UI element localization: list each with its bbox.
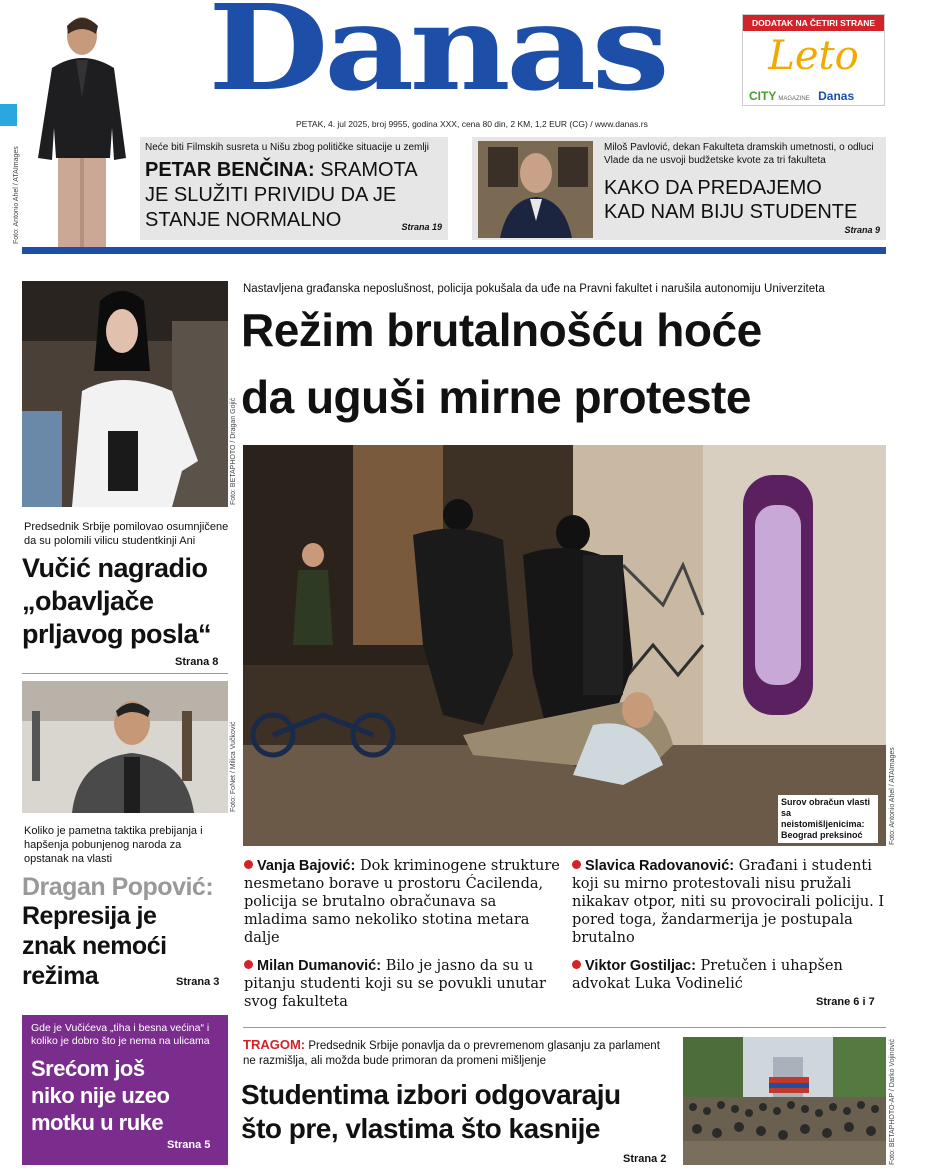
- bottom-label: TRAGOM:: [243, 1037, 306, 1052]
- bullet-icon: [244, 860, 253, 869]
- bullet-icon: [572, 960, 581, 969]
- side2-kicker: Koliko je pametna taktika prebijanja i hapšenja pobunjenog naroda za opstanak na vlasti: [24, 825, 203, 865]
- lead-photo-caption: Surov obračun vlasti sa neistomišljenicima: Beograd preksinoć: [778, 795, 878, 843]
- divider: [22, 673, 228, 674]
- teaser-right-headline-2: KAD NAM BIJU STUDENTE: [604, 201, 858, 223]
- teaser-right-photo: [478, 141, 593, 238]
- side2-photo-credit: Foto: FoNet / Milica Vučković: [230, 721, 237, 812]
- divider: [243, 1027, 886, 1028]
- lead-quote-4-text: Pretučen i uhapšen advokat Luka Vodinelić: [572, 958, 843, 992]
- bottom-kicker-block: [243, 1037, 673, 1069]
- side3-headline-2: niko nije uzeo: [31, 1083, 170, 1108]
- teaser-right[interactable]: [472, 137, 886, 240]
- side2-headline-1: Represija je: [22, 902, 157, 930]
- teaser-right-headline-1: KAKO DA PREDAJEMO: [604, 177, 822, 199]
- side1-headline-2: „obavljače: [22, 586, 154, 616]
- lead-quote-3-text: Građani i studenti koji su mirno protestovali nisu pružali nikakav otpor, niti su provocirali policiju. I pored toga, žandarmerija je postupala brutalno: [572, 858, 885, 946]
- teaser-left-kicker: Neće biti Filmskih susreta u Nišu zbog političke situacije u zemlji: [145, 142, 429, 153]
- lead-photo-credit: Foto: Antonio Ahel / ATAImages: [889, 747, 896, 845]
- bottom-headline-2[interactable]: što pre, vlastima što kasnije: [241, 1113, 600, 1144]
- dateline: PETAK, 4. jul 2025, broj 9955, godina XXX, cena 80 din, 2 KM, 1,2 EUR (CG) / www.danas.rs: [296, 119, 648, 129]
- supplement-title: Leto: [768, 33, 859, 79]
- lead-quote-2-text: Bilo je jasno da su u pitanju studenti koji su se povukli unutar svog fakulteta: [244, 958, 546, 1010]
- bottom-photo-credit: Foto: BETAPHOTO-AP / Darko Vojinović: [889, 1038, 896, 1165]
- bottom-page: Strana 2: [623, 1153, 667, 1165]
- side3-headline-1: Srećom još: [31, 1056, 145, 1081]
- lead-quote-3-name: Slavica Radovanović:: [585, 858, 735, 874]
- lead-quote-4-name: Viktor Gostiljac:: [585, 958, 696, 974]
- lead-photo[interactable]: [243, 445, 886, 846]
- bullet-icon: [572, 860, 581, 869]
- side3-kicker: Gde je Vučićeva „tiha i besna većina“ i koliko je dobro što je nema na ulicama: [31, 1022, 210, 1047]
- teaser-left[interactable]: [140, 137, 448, 240]
- side2-photo[interactable]: [22, 681, 228, 813]
- teaser-left-headline-1: SRAMOTA: [320, 159, 418, 181]
- teaser-left-page: Strana 19: [401, 222, 442, 232]
- bottom-photo[interactable]: [683, 1037, 886, 1165]
- bottom-kicker: Predsednik Srbije ponavlja da o prevremenom glasanju za parlament ne razmišlja, ali možda bude primoran da promeni mišljenje: [243, 1040, 660, 1067]
- side2-page: Strana 3: [176, 976, 220, 988]
- lead-page: Strane 6 i 7: [816, 996, 875, 1008]
- side1-kicker: Predsednik Srbije pomilovao osumnjičene da su polomili vilicu studentkinji Ani: [24, 521, 229, 547]
- supplement-magazine: MAGAZINE: [778, 96, 810, 102]
- side3-page: Strana 5: [167, 1139, 211, 1151]
- lead-quote-4: [572, 957, 890, 993]
- lead-quote-1-name: Vanja Bajović:: [257, 858, 356, 874]
- lead-headline-2[interactable]: da uguši mirne proteste: [241, 371, 751, 423]
- lead-quote-1-text: Dok kriminogene strukture nesmetano borave u prostoru Ćacilenda, policija se brutalno obračunava sa mladima samo nekoliko stotina metara dalje: [244, 858, 560, 946]
- supplement-city: CITY: [749, 89, 777, 103]
- side2-headline-2: znak nemoći: [22, 932, 167, 960]
- side3-headline-3: motku u ruke: [31, 1110, 164, 1135]
- side2-name: Dragan Popović:: [22, 873, 214, 901]
- teaser-right-kicker: Miloš Pavlović, dekan Fakulteta dramskih umetnosti, o odluci Vlade da ne usvoji budžetske kvote za tri fakulteta: [604, 142, 874, 166]
- bullet-icon: [244, 960, 253, 969]
- teaser-right-page: Strana 9: [844, 225, 880, 235]
- lead-quote-1: [244, 857, 564, 947]
- lead-headline-1[interactable]: Režim brutalnošću hoće: [241, 304, 762, 356]
- lead-quote-2-name: Milan Dumanović:: [257, 958, 382, 974]
- masthead-rule: [22, 247, 886, 254]
- masthead-logo: Danas: [208, 0, 666, 117]
- bottom-headline-1[interactable]: Studentima izbori odgovaraju: [241, 1079, 621, 1110]
- teaser-left-headline-3: STANJE NORMALNO: [145, 209, 342, 231]
- side1-photo-credit: Foto: BETAPHOTO / Dragan Gojić: [230, 397, 237, 505]
- teaser-left-photo-credit: Foto: Antonio Ahel / ATAImages: [13, 146, 20, 244]
- side2-headline-3: režima: [22, 962, 99, 990]
- accent-square: [0, 104, 17, 126]
- teaser-left-name: PETAR BENČINA:: [145, 159, 315, 181]
- side1-page: Strana 8: [175, 656, 219, 668]
- lead-kicker: Nastavljena građanska neposlušnost, policija pokušala da uđe na Pravni fakultet i narušila autonomiju Univerziteta: [243, 283, 825, 295]
- lead-quote-3: [572, 857, 890, 947]
- lead-quote-2: [244, 957, 564, 1011]
- supplement-brand: Danas: [818, 89, 855, 103]
- side1-headline-1: Vučić nagradio: [22, 553, 208, 583]
- side3-box[interactable]: [22, 1015, 228, 1165]
- supplement-top-label: DODATAK NA ČETIRI STRANE: [743, 15, 884, 31]
- teaser-left-headline-2: JE SLUŽITI PRIVIDU DA JE: [145, 184, 397, 206]
- side1-headline-3: prljavog posla“: [22, 619, 212, 649]
- teaser-left-photo: [22, 8, 142, 254]
- supplement-box[interactable]: [742, 14, 885, 106]
- side1-photo[interactable]: [22, 281, 228, 507]
